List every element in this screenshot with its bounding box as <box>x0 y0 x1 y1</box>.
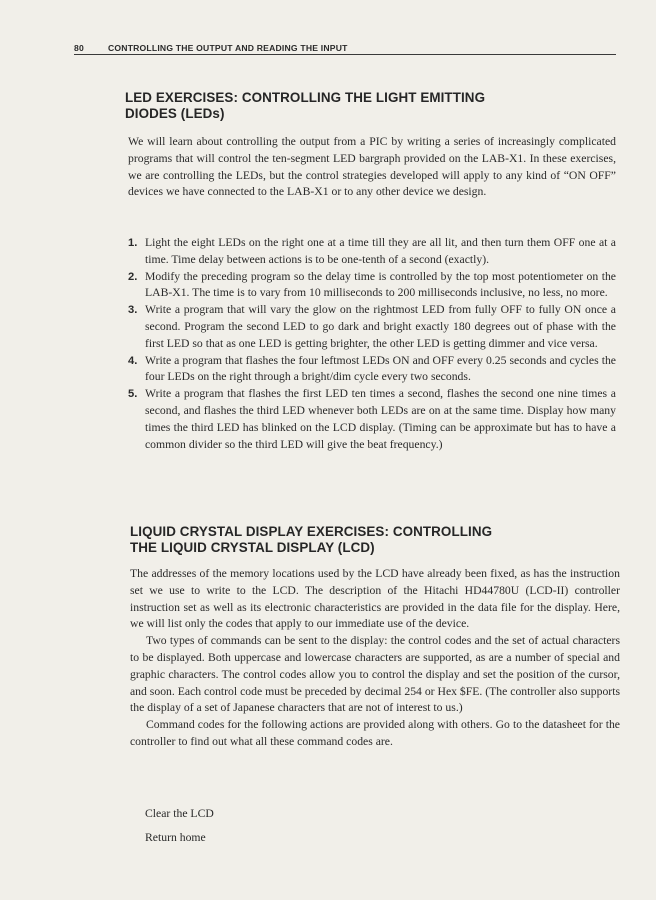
led-heading-line2: DIODES (LEDs) <box>125 106 225 121</box>
exercise-item <box>128 269 616 303</box>
led-heading-line1: LED EXERCISES: CONTROLLING THE LIGHT EMITTING <box>125 90 486 105</box>
exercise-number: 3. <box>128 304 138 317</box>
exercise-number: 5. <box>128 388 138 401</box>
running-header <box>74 42 616 55</box>
command-item: Return home <box>145 831 206 844</box>
running-title: CONTROLLING THE OUTPUT AND READING THE INPUT <box>108 43 348 53</box>
exercise-number: 1. <box>128 237 138 249</box>
lcd-paragraph-2: Two types of commands can be sent to the display: the control codes and the set of actual characters to be displayed. Both uppercase and lowercase characters are supported, as are a number of special and graphic characters. The control codes allow you to control the display and set the position of the cursor, and soon. Each control code must be preceded by decimal 254 or Hex $FE. (The controller also supports the display of a set of Japanese characters that are not of interest to us.) <box>130 634 620 715</box>
exercise-text: Modify the preceding program so the delay time is controlled by the top most potentiometer on the LAB-X1. The time is to vary from 10 milliseconds to 200 milliseconds inclusive, no less, no more. <box>145 269 616 300</box>
exercise-item <box>128 386 616 453</box>
command-list <box>145 806 445 854</box>
exercise-text: Write a program that flashes the first LED ten times a second, flashes the second one nine times a second, and flashes the third LED whenever both LEDs are on at the same time. Display how many times the third LED has blinked on the LCD display. (Timing can be approximate but has to have a common divider so the third LED will give the beat frequency.) <box>145 387 616 451</box>
page-number: 80 <box>74 43 84 53</box>
exercise-text: Light the eight LEDs on the right one at a time till they are all lit, and then turn them OFF one at a time. Time delay between actions is to be one-tenth of a second (exactly). <box>145 236 616 266</box>
exercise-text: Write a program that flashes the four leftmost LEDs ON and OFF every 0.25 seconds and cycles the four LEDs on the right through a bright/dim cycle every two seconds. <box>145 353 616 384</box>
exercise-item <box>128 235 616 269</box>
lcd-body <box>130 566 620 751</box>
led-exercise-list <box>128 235 616 453</box>
exercise-item <box>128 353 616 387</box>
led-intro-paragraph: We will learn about controlling the output from a PIC by writing a series of increasingly complicated programs that will control the ten-segment LED bargraph provided on the LAB-X1. In these exercises, we are controlling the LEDs, but the control strategies developed will apply to any kind of “ON OFF” devices we have connected to the LAB-X1 or to any other device we design. <box>128 135 616 199</box>
lcd-paragraph-3: Command codes for the following actions are provided along with others. Go to the datasheet for the controller to find out what all these command codes are. <box>130 718 620 748</box>
led-section-heading <box>125 90 565 122</box>
exercise-number: 4. <box>128 354 138 367</box>
command-item: Clear the LCD <box>145 807 214 820</box>
lcd-heading-line2: THE LIQUID CRYSTAL DISPLAY (LCD) <box>130 540 375 555</box>
exercise-number: 2. <box>128 270 138 283</box>
lcd-section-heading <box>130 524 590 556</box>
lcd-paragraph-1: The addresses of the memory locations used by the LCD have already been fixed, as has the instruction set we use to write to the LCD. The description of the Hitachi HD44780U (LCD-II) controller instruction set as well as its electronic characteristics are provided in the data file for the display. Here, we will list only the codes that apply to our immediate use of the device. <box>130 567 620 631</box>
exercise-item <box>128 302 616 352</box>
lcd-heading-line1: LIQUID CRYSTAL DISPLAY EXERCISES: CONTROLLING <box>130 524 493 539</box>
exercise-text: Write a program that will vary the glow on the rightmost LED from fully OFF to fully ON once a second. Program the second LED to go dark and bright exactly 180 degrees out of phase with the first LED so that as one LED is getting brighter, the other LED is getting dimmer and vice versa. <box>145 303 616 350</box>
